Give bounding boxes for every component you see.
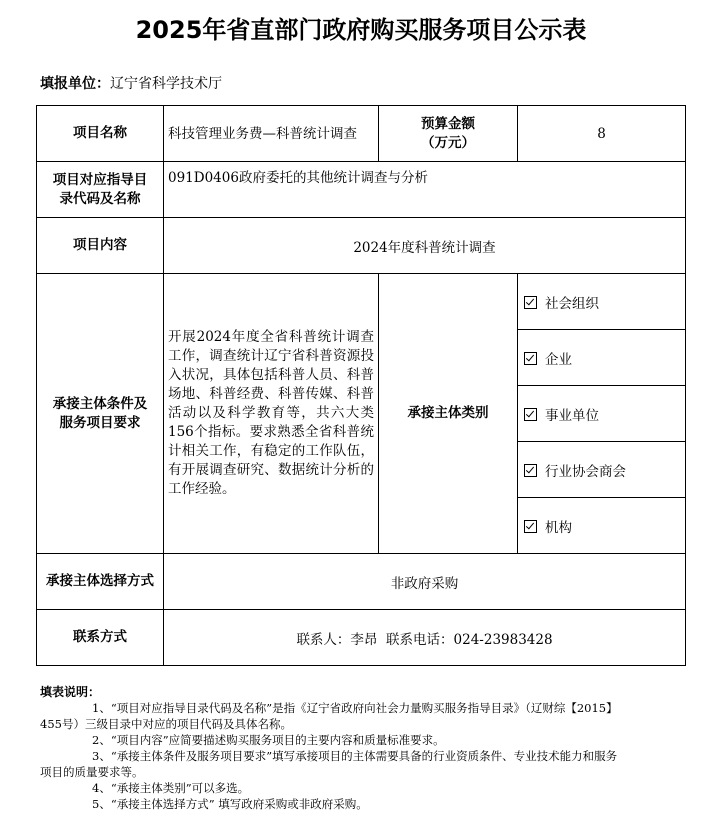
selection-value: 非政府采购 [164, 554, 686, 610]
instruction-item: 项目的质量要求等。 [40, 765, 144, 779]
checkbox-checked-icon [524, 520, 537, 533]
instruction-item: 1、“项目对应指导目录代码及名称”是指《辽宁省政府向社会力量购买服务指导目录》（辽财综【2015】 [92, 701, 618, 715]
budget-value: 8 [518, 106, 686, 162]
checkbox-checked-icon [524, 352, 537, 365]
contact-label: 联系方式 [37, 610, 164, 666]
category-option [518, 386, 686, 442]
requirements-value: 开展2024年度全省科普统计调查工作，调查统计辽宁省科普资源投入状况，具体包括科普人员、科普场地、科普经费、科普传媒、科普活动以及科学教育等，共六大类156个指标。要求熟悉全省科普统计相关工作，有稳定的工作队伍，有开展调查研究、数据统计分析的工作经验。 [164, 274, 379, 554]
instructions-title: 填表说明： [40, 685, 101, 699]
project-name-value: 科技管理业务费—科普统计调查 [164, 106, 379, 162]
budget-label [379, 106, 518, 162]
instruction-item: 5、“承接主体选择方式” 填写政府采购或非政府采购。 [92, 797, 368, 811]
category-option [518, 498, 686, 554]
filing-unit-row [40, 73, 222, 93]
category-option-label: 行业协会商会 [545, 463, 626, 480]
announcement-table [36, 105, 686, 666]
category-option-label: 企业 [545, 351, 572, 368]
requirements-label [37, 274, 164, 554]
instruction-item: 4、“承接主体类别”可以多选。 [92, 781, 250, 795]
filing-unit-value: 辽宁省科学技术厅 [110, 76, 222, 92]
checkbox-checked-icon [524, 296, 537, 309]
catalog-label [37, 162, 164, 218]
checkbox-checked-icon [524, 464, 537, 477]
requirements-label-line2: 服务项目要求 [59, 414, 141, 431]
selection-label: 承接主体选择方式 [37, 554, 164, 610]
catalog-label-line1: 项目对应指导目 [52, 171, 148, 188]
instruction-item: 3、“承接主体条件及服务项目要求”填写承接项目的主体需要具备的行业资质条件、专业技术能力和服务 [92, 749, 618, 763]
budget-label-text: 预算金额 [421, 115, 475, 132]
content-value: 2024年度科普统计调查 [164, 218, 686, 274]
category-option [518, 274, 686, 330]
contact-value: 联系人：李昂 联系电话：024-23983428 [164, 610, 686, 666]
project-name-label: 项目名称 [37, 106, 164, 162]
catalog-label-line2: 录代码及名称 [59, 190, 141, 207]
catalog-value: 091D0406政府委托的其他统计调查与分析 [164, 162, 686, 218]
page-title: 2025年省直部门政府购买服务项目公示表 [135, 16, 587, 44]
category-option-label: 社会组织 [545, 295, 599, 312]
category-label: 承接主体类别 [379, 274, 518, 554]
category-option-label: 机构 [545, 519, 572, 536]
instruction-item: 455号）三级目录中对应的项目代码及具体名称。 [40, 717, 292, 731]
category-option-label: 事业单位 [545, 407, 599, 424]
instruction-item: 2、“项目内容”应简要描述购买服务项目的主要内容和质量标准要求。 [92, 733, 445, 747]
budget-unit-text: （万元） [421, 134, 475, 151]
content-label: 项目内容 [37, 218, 164, 274]
filing-unit-label: 填报单位： [40, 76, 110, 92]
category-option [518, 330, 686, 386]
checkbox-checked-icon [524, 408, 537, 421]
requirements-label-line1: 承接主体条件及 [52, 395, 148, 412]
filling-instructions [40, 684, 684, 812]
category-option [518, 442, 686, 498]
